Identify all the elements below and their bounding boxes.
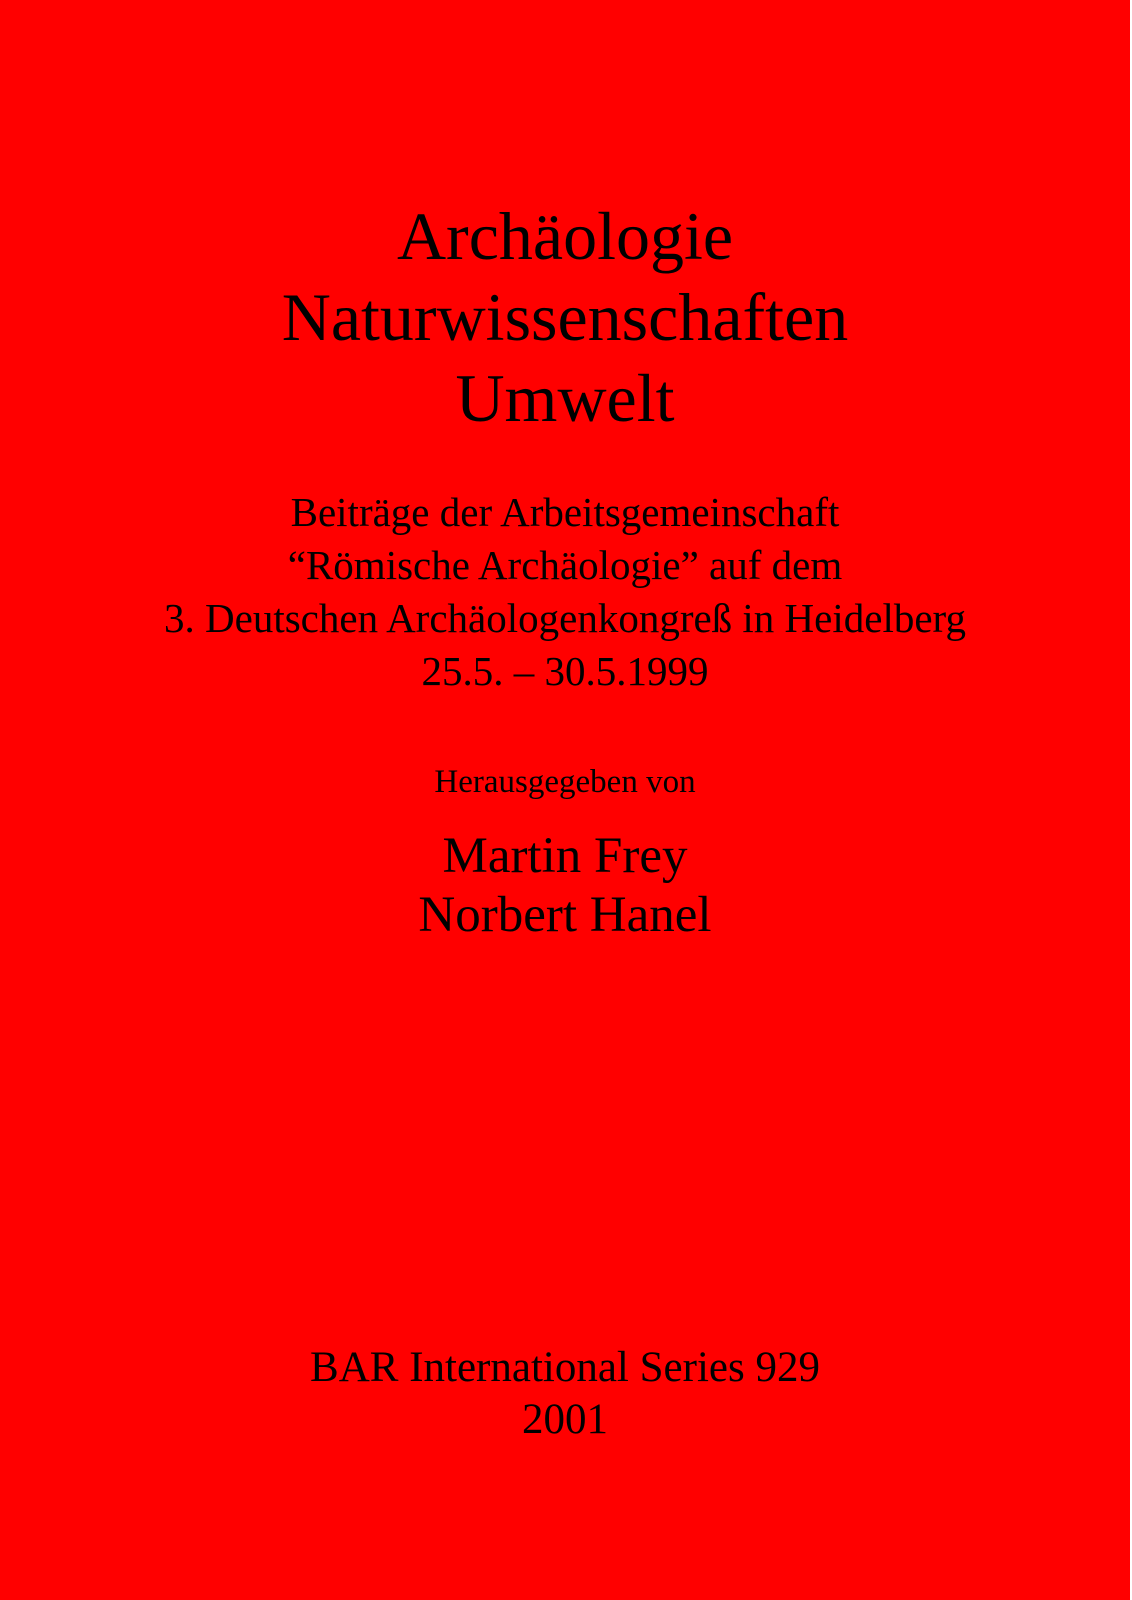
title-line: Archäologie <box>396 198 734 274</box>
subtitle-line: “Römische Archäologie” auf dem <box>287 542 843 588</box>
subtitle-line: Beiträge der Arbeitsgemeinschaft <box>290 489 840 535</box>
title-line: Umwelt <box>455 360 675 436</box>
editor-name: Martin Frey <box>442 828 688 884</box>
series-name: BAR International Series 929 <box>310 1344 820 1391</box>
subtitle-line-dates: 25.5. – 30.5.1999 <box>421 648 709 694</box>
title-line: Naturwissenschaften <box>281 279 849 355</box>
series-info <box>0 1342 1130 1446</box>
editor-name: Norbert Hanel <box>418 887 712 943</box>
publication-year: 2001 <box>522 1396 608 1443</box>
editor-label: Herausgegeben von <box>434 764 696 800</box>
editors <box>0 827 1130 945</box>
book-title <box>0 196 1130 439</box>
subtitle-line: 3. Deutschen Archäologenkongreß in Heidelberg <box>164 595 966 641</box>
book-subtitle <box>0 486 1130 698</box>
